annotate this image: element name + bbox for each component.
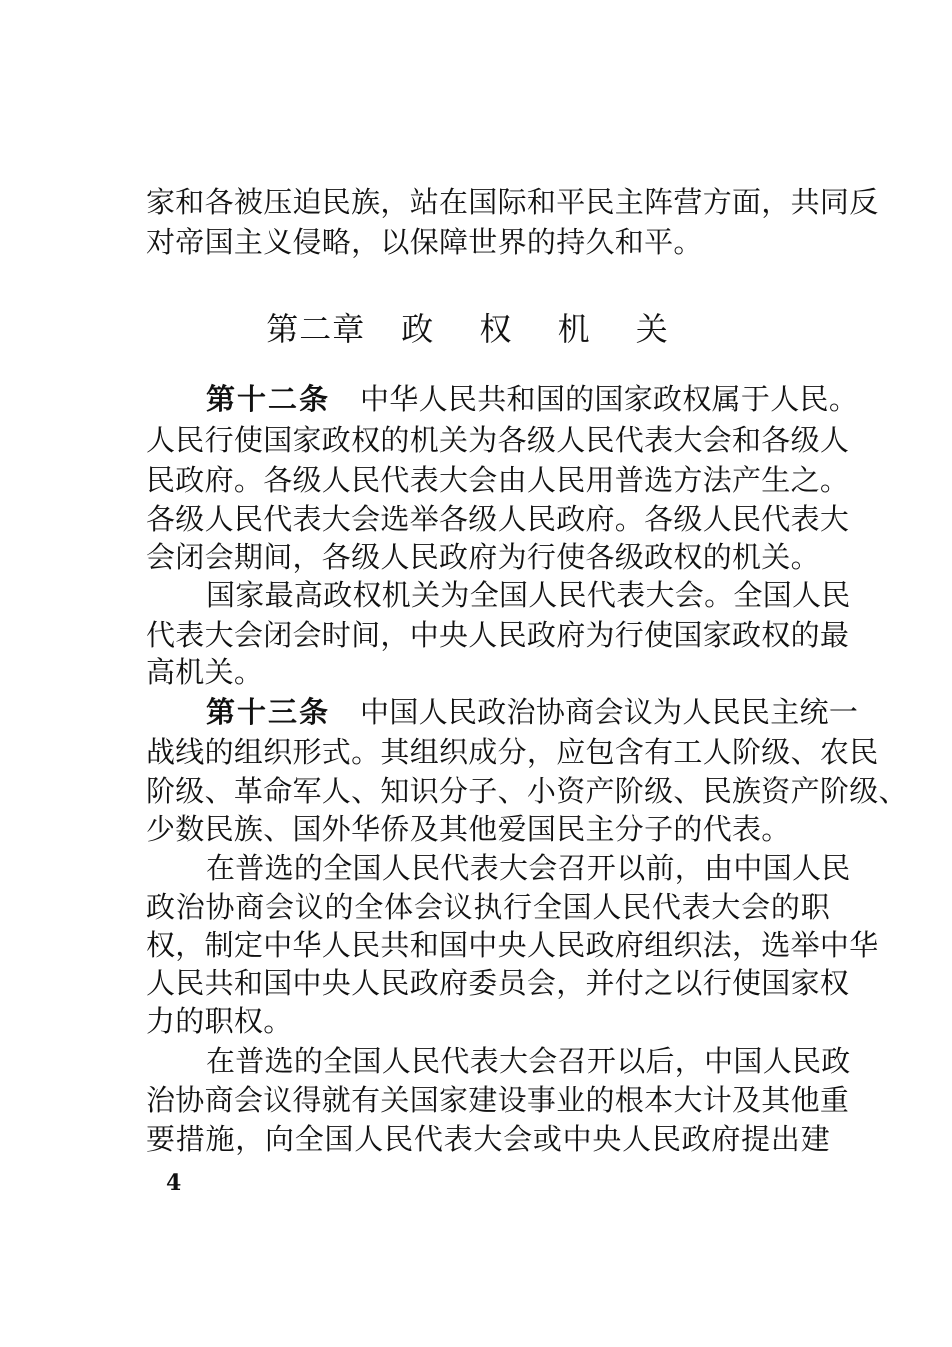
body-line: 高机关。 <box>146 655 264 689</box>
body-line: 要措施，向全国人民代表大会或中央人民政府提出建 <box>146 1122 830 1156</box>
article-first-line <box>206 693 859 731</box>
page-number: 4 <box>166 1170 182 1196</box>
body-line: 会闭会期间，各级人民政府为行使各级政权的机关。 <box>146 540 820 574</box>
body-line: 在普选的全国人民代表大会召开以前，由中国人民 <box>206 851 851 885</box>
body-line: 少数民族、国外华侨及其他爱国民主分子的代表。 <box>146 812 791 846</box>
body-line: 权，制定中华人民共和国中央人民政府组织法，选举中华 <box>146 928 879 962</box>
body-line: 国家最高政权机关为全国人民代表大会。全国人民 <box>206 578 851 612</box>
body-line: 战线的组织形式。其组织成分，应包含有工人阶级、农民 <box>146 735 879 769</box>
body-line: 力的职权。 <box>146 1004 293 1038</box>
body-line: 对帝国主义侵略，以保障世界的持久和平。 <box>146 225 703 259</box>
body-line: 阶级、革命军人、知识分子、小资产阶级、民族资产阶级、 <box>146 774 908 808</box>
body-line: 人民共和国中央人民政府委员会，并付之以行使国家权 <box>146 966 850 1000</box>
article-label: 第十二条 <box>206 382 331 416</box>
article-text: 中国人民政治协商会议为人民民主统一 <box>360 695 859 729</box>
body-line: 人民行使国家政权的机关为各级人民代表大会和各级人 <box>146 423 850 457</box>
article-text: 中华人民共和国的国家政权属于人民。 <box>360 382 859 416</box>
body-line: 家和各被压迫民族，站在国际和平民主阵营方面，共同反 <box>146 185 879 219</box>
body-line: 在普选的全国人民代表大会召开以后，中国人民政 <box>206 1044 851 1078</box>
body-line: 治协商会议得就有关国家建设事业的根本大计及其他重 <box>146 1083 850 1117</box>
article-first-line <box>206 380 859 418</box>
chapter-heading <box>0 307 952 351</box>
article-label: 第十三条 <box>206 695 331 729</box>
body-line: 代表大会闭会时间，中央人民政府为行使国家政权的最 <box>146 618 850 652</box>
body-line: 各级人民代表大会选举各级人民政府。各级人民代表大 <box>146 502 850 536</box>
chapter-number: 第二章 <box>266 310 366 348</box>
body-line: 民政府。各级人民代表大会由人民用普选方法产生之。 <box>146 463 850 497</box>
body-line: 政治协商会议的全体会议执行全国人民代表大会的职 <box>146 890 830 924</box>
chapter-title: 政 权 机 关 <box>401 310 686 348</box>
